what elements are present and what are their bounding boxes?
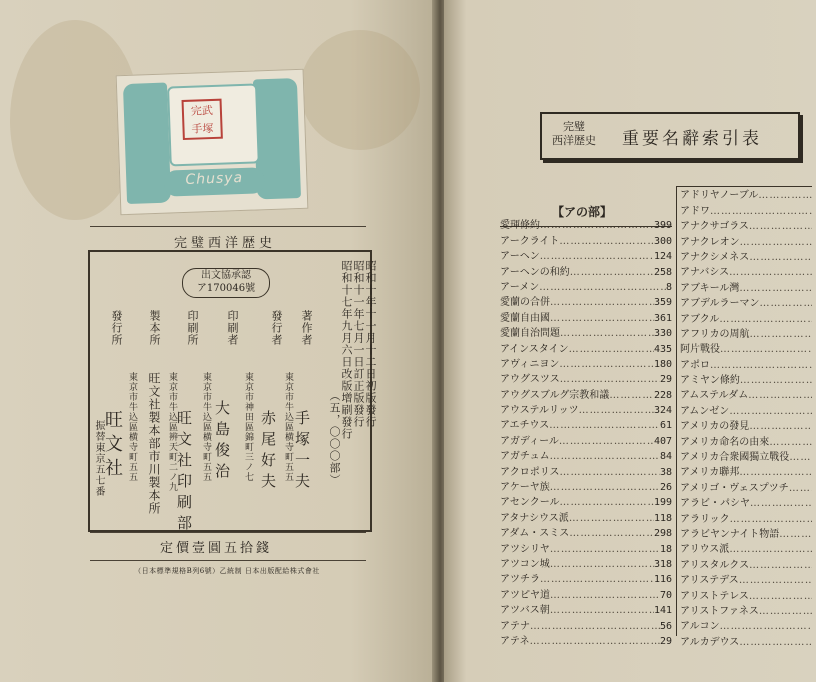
index-entry (500, 478, 672, 493)
index-term: アドリヤノーブル (680, 190, 759, 202)
index-term: アブキール灣 (680, 282, 740, 294)
index-entry (680, 355, 812, 370)
leader-dots (710, 206, 812, 217)
index-term: アケーヤ族 (500, 482, 550, 494)
page-number: 324 (653, 405, 672, 417)
index-term: アーメン (500, 281, 540, 293)
index-entry (680, 494, 812, 509)
leader-dots (530, 621, 660, 632)
leader-dots (530, 636, 660, 647)
print-shop-name: 旺文社印刷部 (175, 410, 193, 536)
index-entry (500, 231, 672, 246)
book-title: 完璧西洋歴史 (173, 236, 276, 251)
page-number: 38 (659, 466, 672, 478)
account-number: 振替東京五七番 (93, 420, 104, 497)
footer-note: （日本標準規格B列6號）乙統制 日本出版配給株式會社 (134, 567, 320, 575)
index-term: アメリカ合衆國獨立戰役 (680, 452, 790, 464)
printer-address: 東京市神田區錦町三ノ七 (243, 372, 253, 482)
index-term: アリスタルクス (680, 559, 750, 571)
index-term: アドワ (680, 205, 710, 217)
price-rule-top (90, 532, 366, 533)
index-entry (500, 539, 672, 554)
print-shop-address: 東京市牛込區横寺町五五 (201, 372, 211, 482)
issuer-name: 旺文社 (102, 410, 123, 482)
index-term: アミヤン條約 (680, 375, 740, 387)
index-term: アガチュム (500, 451, 550, 463)
leader-dots (540, 251, 654, 262)
index-term: アセンクール (500, 497, 560, 509)
index-entry (500, 431, 672, 446)
leader-dots (749, 252, 812, 263)
approval-stamp (182, 268, 270, 298)
page-number: 26 (659, 482, 672, 494)
index-entry (680, 632, 812, 647)
printer-name: 大島俊治 (213, 400, 231, 484)
leader-dots (739, 283, 812, 294)
index-entry (500, 416, 672, 431)
issuer-label: 發行所 (110, 310, 123, 346)
page-number: 61 (659, 420, 672, 432)
index-entry (680, 602, 812, 617)
index-column-2 (680, 186, 812, 648)
index-entry (500, 585, 672, 600)
index-entry (680, 417, 812, 432)
page-number: 361 (653, 312, 672, 324)
index-term: アウステルリッツ (500, 405, 579, 417)
index-entry (500, 524, 672, 539)
leader-dots (549, 420, 660, 431)
index-entry (680, 248, 812, 263)
page-number: 258 (653, 266, 672, 278)
page-number: 8 (665, 281, 672, 293)
index-entry (500, 293, 672, 308)
leader-dots (760, 298, 813, 309)
leader-dots (539, 282, 666, 293)
leader-dots (550, 544, 660, 555)
index-entry (500, 355, 672, 370)
leader-dots (550, 559, 654, 570)
leader-dots (579, 405, 654, 416)
stain (300, 30, 420, 150)
page-number: 29 (659, 374, 672, 386)
leader-dots (560, 374, 660, 385)
page-number: 29 (659, 635, 672, 647)
index-term: アムステルダム (680, 390, 749, 402)
index-term: アエチウス (500, 420, 550, 432)
index-term: アツバス朝 (500, 605, 550, 617)
index-entry (680, 432, 812, 447)
index-term: アブデルラーマン (680, 298, 760, 310)
publisher-address: 東京市牛込區横寺町五五 (283, 372, 293, 482)
index-entry (680, 540, 812, 555)
index-entry (680, 386, 812, 401)
index-entry (500, 339, 672, 354)
index-term: アインスタイン (500, 343, 569, 355)
index-term: アウグスツス (500, 374, 560, 386)
leader-dots (550, 451, 660, 462)
index-term: アテネ (500, 635, 530, 647)
leader-dots (569, 513, 654, 524)
bookplate (116, 69, 309, 215)
index-entry (500, 324, 672, 339)
leader-dots (729, 267, 812, 278)
index-entry (680, 340, 812, 355)
index-term: アリステデス (680, 575, 739, 587)
leader-dots (540, 220, 654, 231)
index-term: アダム・スミス (500, 528, 570, 540)
leader-dots (550, 482, 660, 493)
seal-stamp: 完武 手塚 (182, 99, 223, 140)
leader-dots (550, 605, 654, 616)
page-number: 318 (653, 558, 672, 570)
index-term: アツシリヤ (500, 543, 550, 555)
leader-dots (569, 528, 654, 539)
binder-label: 製本所 (148, 310, 161, 346)
page-number: 330 (653, 328, 672, 340)
index-entry (680, 448, 812, 463)
binder-name: 旺文社製本部市川製本所 (147, 372, 161, 515)
leader-dots (550, 297, 654, 308)
leader-dots (540, 574, 654, 585)
author-name: 手塚一夫 (293, 410, 311, 494)
leader-dots (739, 575, 812, 586)
index-term: アメリカの發見 (680, 421, 750, 433)
index-entry (680, 463, 812, 478)
leader-dots (749, 591, 812, 602)
index-term: 愛蘭の合併 (500, 297, 550, 309)
top-rule (90, 226, 366, 227)
index-entry (680, 401, 812, 416)
index-term: 愛蘭自由國 (500, 312, 550, 324)
leader-dots (609, 390, 654, 401)
index-term: アツコン城 (500, 558, 550, 570)
leader-dots (749, 560, 812, 571)
leader-dots (750, 498, 812, 509)
index-entry (500, 570, 672, 585)
index-entry (500, 370, 672, 385)
leader-dots (789, 483, 812, 494)
index-term: アナクシメネス (680, 251, 750, 263)
index-term: アナクレオン (680, 236, 740, 248)
leader-dots (560, 497, 654, 508)
page-number: 124 (653, 251, 672, 263)
price: 定價壹圓五拾錢 (160, 541, 273, 556)
leader-dots (559, 436, 654, 447)
page-number: 435 (653, 343, 672, 355)
index-term: アテナ (500, 620, 530, 632)
column-divider (676, 186, 677, 636)
index-entry (680, 571, 812, 586)
index-term: アナクサゴラス (680, 221, 749, 233)
index-entry (500, 632, 672, 647)
bookplate-signature: Chusya (185, 169, 244, 188)
leader-dots (769, 437, 812, 448)
page-number: 228 (653, 389, 672, 401)
index-entry (500, 462, 672, 477)
leader-dots (729, 544, 812, 555)
publisher-label: 發行者 (270, 310, 283, 346)
index-term: アナバシス (680, 267, 730, 279)
page-number: 84 (659, 451, 672, 463)
index-entry (680, 217, 812, 232)
index-term: 愛琿條約 (500, 220, 540, 232)
leader-dots (710, 360, 812, 371)
index-term: 阿片戰役 (680, 344, 720, 356)
leader-dots (560, 467, 660, 478)
index-entry (680, 201, 812, 216)
index-entry (500, 616, 672, 631)
leader-dots (730, 514, 812, 525)
price-rule-bottom (90, 560, 366, 561)
index-term: アークライト (500, 235, 560, 247)
leader-dots (570, 267, 654, 278)
page-number: 300 (653, 235, 672, 247)
leader-dots (739, 467, 812, 478)
index-entry (500, 447, 672, 462)
index-term: アブクル (680, 313, 720, 325)
leader-dots (739, 637, 812, 648)
leader-dots (749, 421, 812, 432)
header-subtitle: 完璧 西洋歴史 (552, 120, 596, 147)
index-term: アタナシウス派 (500, 512, 569, 524)
leader-dots (569, 344, 654, 355)
index-entry (500, 401, 672, 416)
leader-dots (748, 390, 812, 401)
publication-dates: 昭和十年十一月十二日初版發行 昭和十一年七月一日訂正版發行 昭和十七年九月六日改版增刷發行 (340, 260, 377, 440)
index-term: アクロポリス (500, 466, 560, 478)
page-number: 407 (653, 435, 672, 447)
index-entry (680, 371, 812, 386)
index-entry (680, 278, 812, 293)
index-entry (680, 294, 812, 309)
page-number: 298 (653, 528, 672, 540)
binder-address: 東京市牛込區辨天町二ノ九 (167, 372, 177, 492)
page-number: 116 (653, 574, 672, 586)
index-entry (680, 309, 812, 324)
page-number: 118 (653, 512, 672, 524)
index-entry (500, 278, 672, 293)
index-entry (500, 601, 672, 616)
index-term: アーヘン (500, 251, 540, 263)
page-number: 399 (653, 220, 672, 232)
index-entry (680, 525, 812, 540)
index-header (540, 112, 800, 160)
index-term: アメリゴ・ヴェスプツチ (680, 482, 789, 494)
index-term: アヴィニヨン (500, 358, 560, 370)
index-term: アツピヤ道 (500, 589, 550, 601)
leader-dots (789, 452, 812, 463)
leader-dots (720, 344, 812, 355)
index-entry (500, 216, 672, 231)
index-term: アメリカ命名の由來 (680, 436, 770, 448)
index-entry (500, 262, 672, 277)
index-entry (680, 617, 812, 632)
page-number: 180 (653, 358, 672, 370)
leader-dots (750, 329, 813, 340)
index-term: アラリック (680, 513, 730, 525)
leader-dots (720, 621, 812, 632)
leader-dots (758, 190, 812, 201)
index-entry (680, 586, 812, 601)
index-entry (500, 247, 672, 262)
leader-dots (559, 236, 654, 247)
leader-dots (719, 314, 812, 325)
index-entry (680, 186, 812, 201)
index-term: アツチラ (500, 574, 540, 586)
page-number: 56 (659, 620, 672, 632)
index-entry (500, 508, 672, 523)
index-entry (500, 308, 672, 323)
leader-dots (729, 406, 812, 417)
index-term: アルカデウス (680, 636, 740, 648)
approval-stamp-text: 出文協承認 ア170046號 (196, 270, 256, 294)
issuer-address: 東京市牛込區横寺町五五 (127, 372, 137, 482)
index-entry (680, 509, 812, 524)
index-entry (680, 325, 812, 340)
index-entry (680, 263, 812, 278)
index-term: アラビ・パシヤ (680, 498, 750, 510)
index-column-1 (500, 216, 672, 647)
index-entry (500, 385, 672, 400)
index-entry (680, 478, 812, 493)
page-number: 18 (659, 543, 672, 555)
page-number: 199 (653, 497, 672, 509)
leader-dots (740, 375, 812, 386)
index-term: アルコン (680, 621, 720, 633)
index-entry (680, 555, 812, 570)
index-entry (500, 555, 672, 570)
edition-count: （五，〇〇〇部） (328, 390, 341, 486)
index-term: アウグスブルグ宗教和議 (500, 389, 610, 401)
section-heading: 【アの部】 (552, 205, 613, 219)
leader-dots (560, 328, 654, 339)
index-term: アリストファネス (680, 605, 759, 617)
leader-dots (749, 221, 812, 232)
publisher-name: 赤尾好夫 (259, 410, 277, 494)
leader-dots (779, 529, 812, 540)
index-term: アムンゼン (680, 405, 730, 417)
index-entry (680, 232, 812, 247)
leader-dots (559, 359, 654, 370)
index-term: アガディール (500, 435, 559, 447)
index-term: アフリカの周航 (680, 328, 750, 340)
index-term: 愛蘭自治問題 (500, 328, 560, 340)
leader-dots (740, 237, 812, 248)
leader-dots (550, 313, 654, 324)
author-label: 著作者 (300, 310, 313, 346)
index-term: アポロ (680, 359, 710, 371)
page-number: 70 (659, 589, 672, 601)
index-term: アメリカ聯邦 (680, 467, 740, 479)
leader-dots (759, 606, 812, 617)
page-number: 359 (653, 297, 672, 309)
print-shop-label: 印刷所 (186, 310, 199, 346)
index-term: アーヘンの和約 (500, 266, 570, 278)
page-number: 141 (653, 605, 672, 617)
index-term: アリウス派 (680, 544, 730, 556)
printer-label: 印刷者 (226, 310, 239, 346)
index-term: アリストテレス (680, 590, 749, 602)
leader-dots (550, 590, 660, 601)
index-entry (500, 493, 672, 508)
header-title: 重要名辭索引表 (622, 129, 762, 149)
index-term: アラビヤンナイト物語 (680, 528, 780, 540)
